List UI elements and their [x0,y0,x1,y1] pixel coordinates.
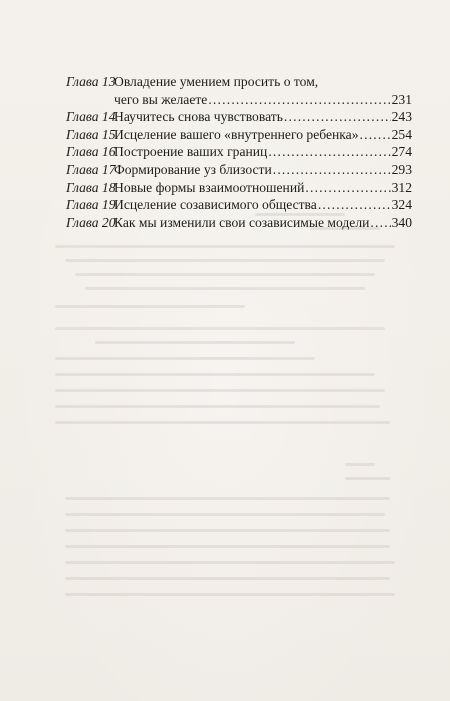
toc-entry-chapter-13[interactable] [66,73,412,108]
toc-entry-chapter-15[interactable] [66,126,412,144]
table-of-contents [66,73,412,231]
page-number: 324 [391,197,412,213]
dot-leader [370,214,390,232]
chapter-title: Новые формы взаимоотношений [114,179,305,195]
toc-entry-chapter-14[interactable] [66,108,412,126]
chapter-label: Глава 15 [66,126,116,142]
toc-entry-chapter-19[interactable] [66,196,412,214]
chapter-label: Глава 14 [66,109,116,125]
dot-leader [284,108,391,126]
chapter-title-continued: чего вы желаете [114,91,208,107]
chapter-title: Формирование уз близости [114,161,272,177]
chapter-label: Глава 20 [66,214,116,230]
dot-leader [273,161,391,179]
page-number: 274 [391,144,412,160]
chapter-label: Глава 19 [66,197,116,213]
toc-entry-chapter-18[interactable] [66,179,412,197]
chapter-label: Глава 16 [66,144,116,160]
page-number: 243 [391,109,412,125]
chapter-label: Глава 13 [66,74,116,89]
chapter-title: Построение ваших границ [114,144,268,160]
page-number: 254 [391,126,412,142]
toc-entry-chapter-20[interactable] [66,214,412,232]
dot-leader [318,196,391,214]
page-number: 312 [391,179,412,195]
dot-leader [360,126,391,144]
toc-entry-chapter-17[interactable] [66,161,412,179]
chapter-title: Исцеление вашего «внутреннего ребенка» [114,126,359,142]
page-number: 231 [391,91,412,107]
dot-leader [305,179,390,197]
dot-leader [208,91,390,109]
bleed-through-text [55,205,400,605]
chapter-title: Как мы изменили свои созависимые модели [114,214,370,230]
page-number: 340 [391,214,412,230]
chapter-label: Глава 17 [66,161,116,177]
chapter-label: Глава 18 [66,179,116,195]
chapter-title: Научитесь снова чувствовать [114,109,283,125]
chapter-title: Исцеление созависимого общества [114,197,317,213]
dot-leader [268,143,390,161]
toc-entry-chapter-16[interactable] [66,143,412,161]
page-number: 293 [391,161,412,177]
chapter-title: Овладение умением просить о том, [114,74,319,89]
